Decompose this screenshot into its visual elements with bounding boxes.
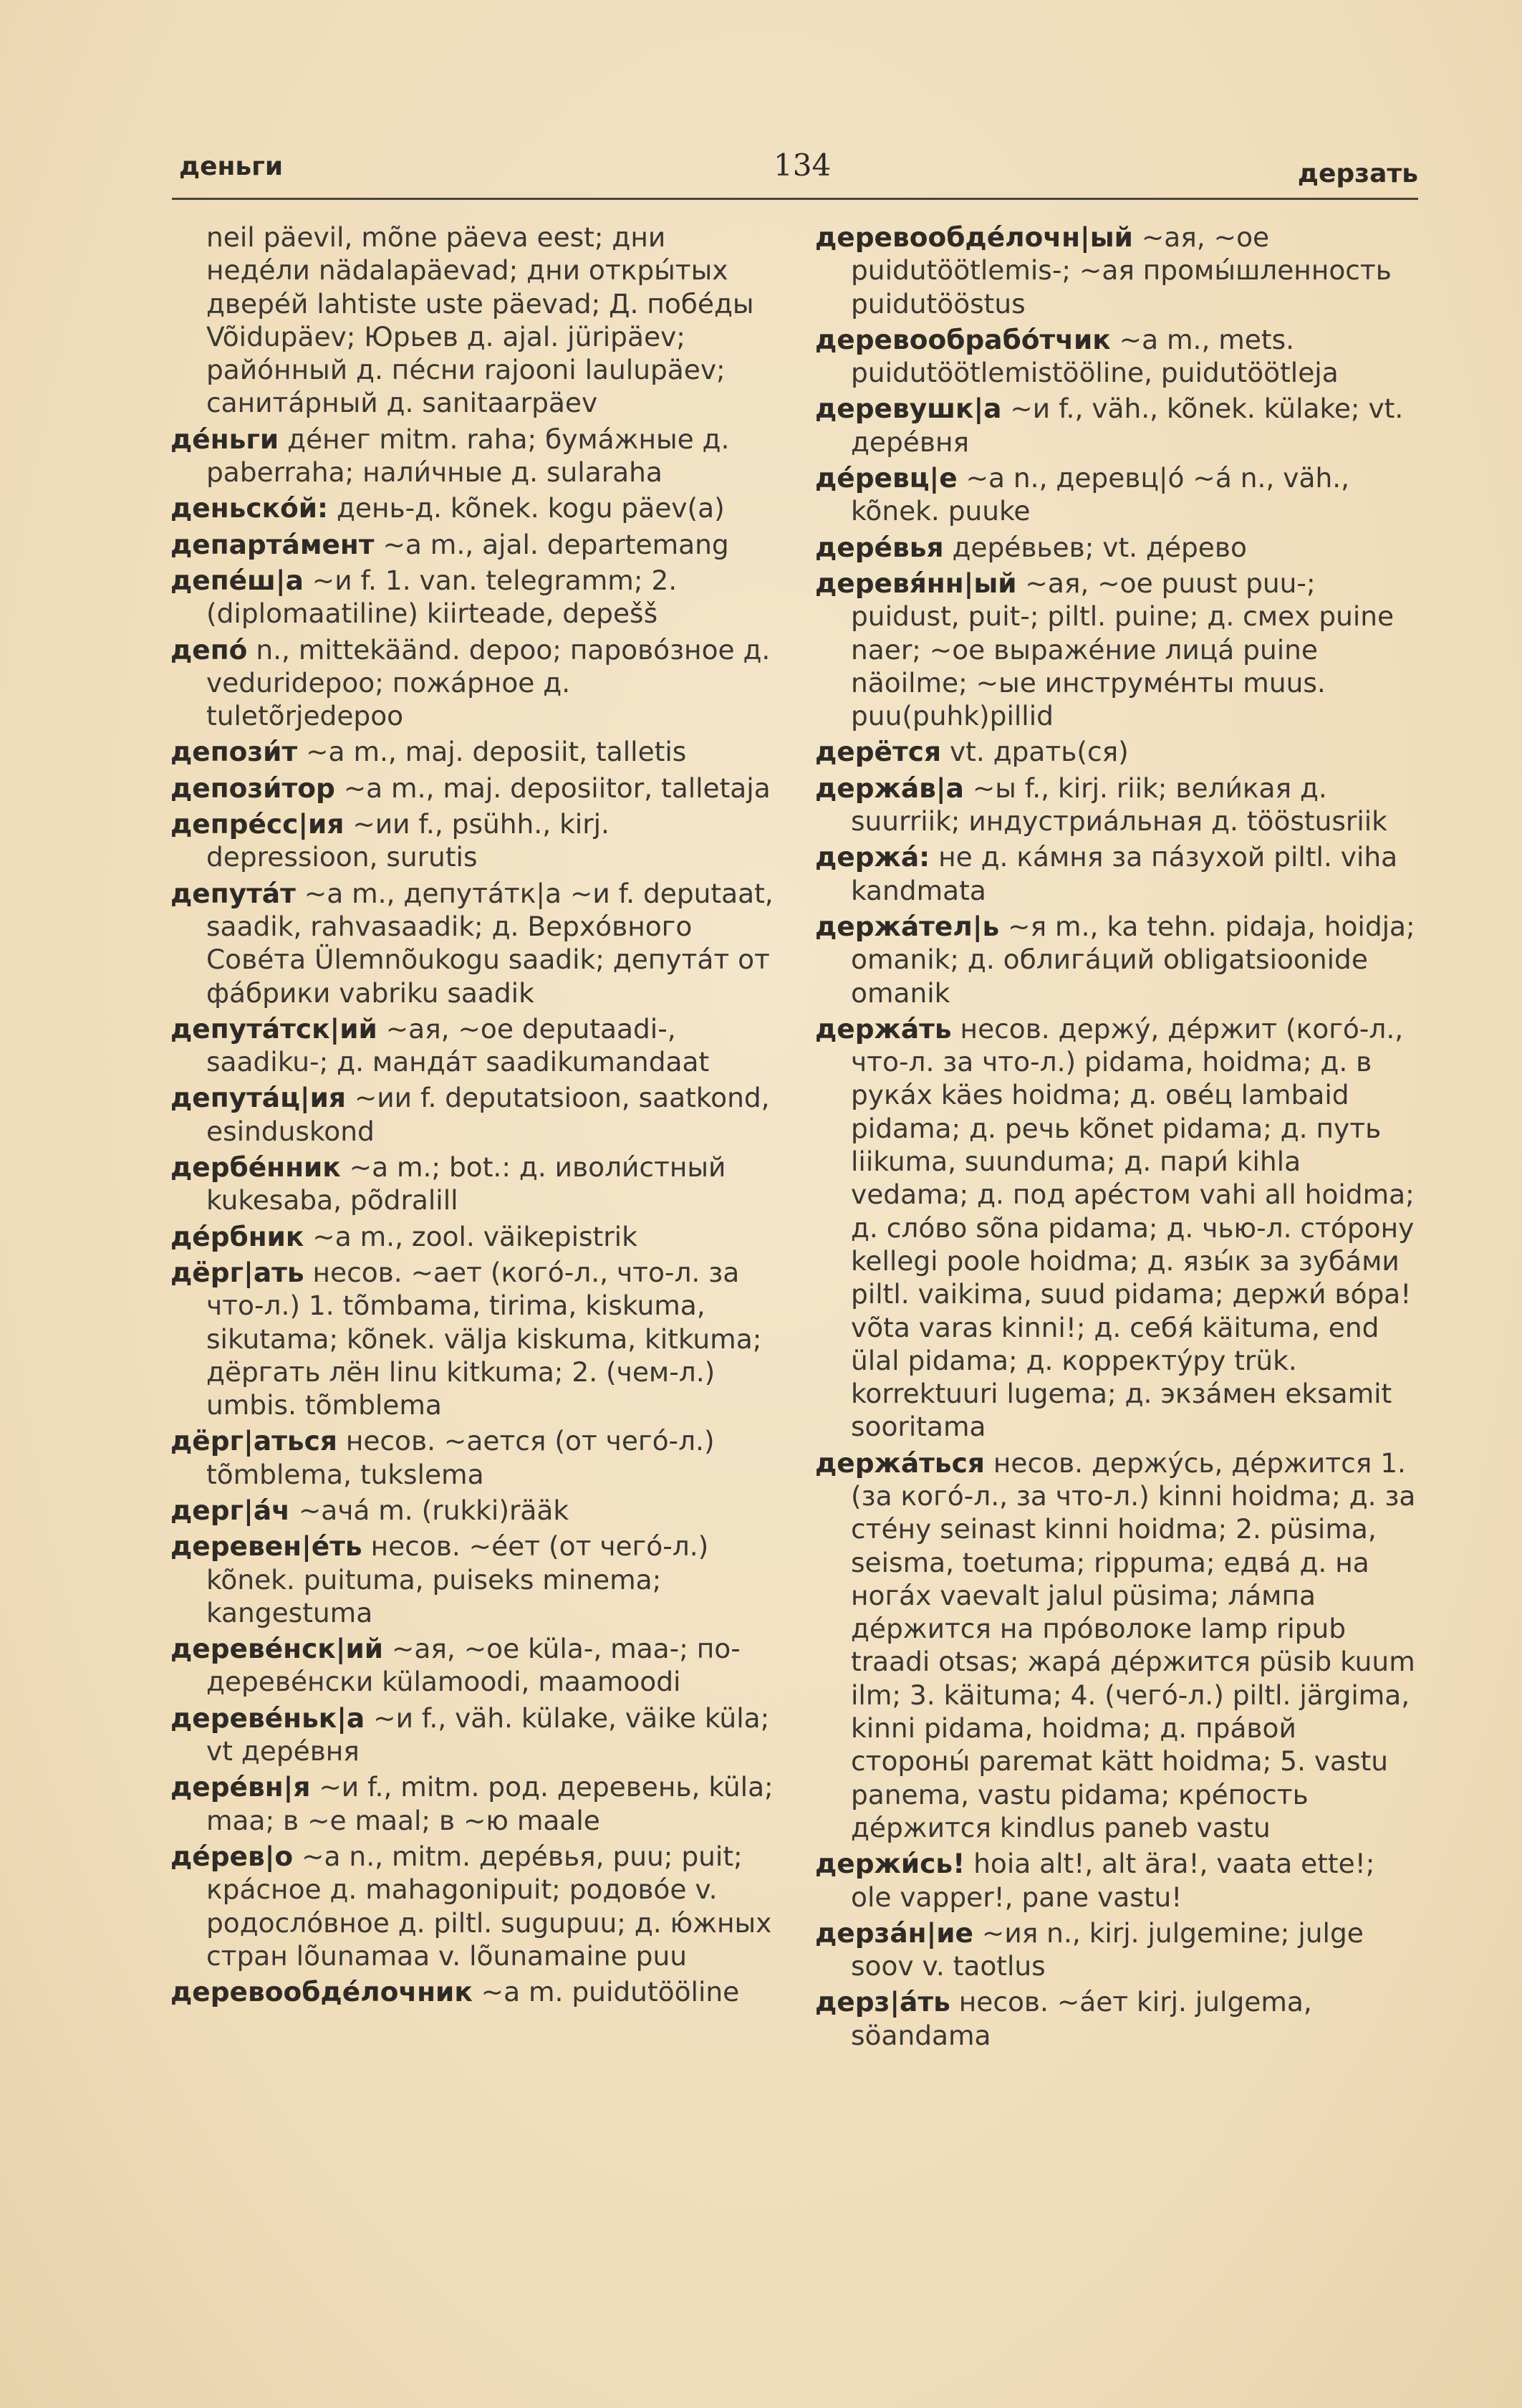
entry-headword: депо́ (170, 633, 248, 666)
entry-definition: ~ая, ~ое puidutöötlemis-; ~ая промы́шленность puidutööstus (851, 221, 1392, 320)
entry-headword: деревообрабо́тчик (815, 323, 1111, 355)
entry-headword: деревя́нн|ый (815, 567, 1017, 599)
entry-headword: дереве́нск|ий (170, 1633, 383, 1665)
entry-definition: несов. держу́сь, де́ржится 1. (за кого́-л., за что-л.) kinni hoidma; д. за сте́ну seinast kinni hoidma; 2. püsima, seisma, toetuma; rippuma; едва́ д. на нога́х vaevalt jalul püsima; ла́мпа де́ржится на про́волоке lamp ripub traadi otsas; жара́ де́ржится püsib kuum ilm; 3. käituma; 4. (чего́-л.) piltl. järgima, kinni pidama, hoidma; д. пра́вой стороны́ paremat kätt hoidma; 5. vastu panema, vastu pidama; кре́пость де́ржится kindlus paneb vastu (851, 1447, 1416, 1843)
entry-definition: несов. ~е́ет (от чего́-л.) kõnek. puituma, puiseks minema; kangestuma (206, 1530, 709, 1628)
entry-headword: дерётся (815, 736, 942, 768)
entry-headword: деньско́й: (170, 492, 329, 524)
entry-definition: ~ии f., psühh., kirj. depressioon, surutis (206, 808, 610, 873)
entry-headword: деревен|е́ть (170, 1530, 362, 1563)
dictionary-entry (815, 1847, 1420, 1914)
entry-headword: держа́ть (815, 1012, 952, 1045)
entry-headword: департа́мент (170, 528, 375, 560)
dictionary-entry (815, 1447, 1420, 1845)
header-rule (172, 198, 1418, 200)
entry-definition: не д. ка́мня за па́зухой piltl. viha kandmata (851, 841, 1398, 906)
entry-definition: несов. ~а́ет kirj. julgema, söandama (851, 1986, 1312, 2051)
dictionary-entry (170, 1220, 776, 1253)
page-header (172, 143, 1418, 201)
dictionary-entry (815, 1917, 1420, 1983)
dictionary-entry (815, 531, 1420, 564)
entry-headword: дерза́н|ие (815, 1917, 973, 1949)
entry-headword: де́рбник (170, 1220, 304, 1252)
dictionary-entry (815, 735, 1420, 768)
entry-definition: ~ача́ m. (rukki)rääk (289, 1494, 569, 1526)
entry-headword: дерг|а́ч (170, 1494, 290, 1526)
dictionary-entry (170, 772, 776, 805)
entry-headword: деревообде́лочник (170, 1976, 473, 2008)
entry-definition: дере́вьев; vt. де́рево (943, 531, 1247, 563)
left-column (170, 221, 776, 2011)
entry-headword: держа́тел|ь (815, 910, 1000, 942)
entry-definition: ~а m., mets. puidutöötlemistööline, puidutöötleja (851, 323, 1339, 389)
entry-definition: ~а m., zool. väikepistrik (304, 1220, 637, 1252)
entry-definition: ~а n., mitm. дере́вья, puu; puit; кра́сное д. mahagonipuit; родово́е v. родосло́вное д. piltl. sugupuu; д. ю́жных стран lõunamaa v. lõunamaine puu (206, 1840, 772, 1972)
entry-definition: ~и f. 1. van. telegramm; 2. (diplomaatiline) kiirteade, depešš (206, 564, 678, 630)
entry-definition: ~а n., деревц|о́ ~а́ n., väh., kõnek. puuke (851, 462, 1350, 527)
dictionary-entry (170, 221, 776, 420)
dictionary-entry (170, 1256, 776, 1421)
entry-definition: ~а m., депута́тк|а ~и f. deputaat, saadik, rahvasaadik; д. Верхо́вного Сове́та Ülemnõukogu saadik; депута́т от фа́брики vabriku saadik (206, 877, 774, 1009)
entry-definition: ~ая, ~ое puust puu-; puidust, puit-; piltl. puine; д. смех puine naer; ~ое выраже́ние лица́ puine näoilme; ~ые инструме́нты muus. puu(puhk)pillid (851, 567, 1395, 732)
entry-definition: ~ая, ~ое deputaadi-, saadiku-; д. манда́т saadikumandaat (206, 1012, 710, 1078)
entry-headword: деревушк|а (815, 393, 1002, 425)
dictionary-entry (170, 1081, 776, 1148)
entry-headword: деревообде́лочн|ый (815, 221, 1133, 253)
entry-headword: дере́вн|я (170, 1771, 311, 1803)
dictionary-entry (170, 1702, 776, 1768)
entry-definition: hoia alt!, alt ära!, vaata ette!; ole vapper!, pane vastu! (851, 1848, 1375, 1913)
dictionary-entry (170, 528, 776, 561)
dictionary-entry (170, 1424, 776, 1491)
entry-headword: держа́в|а (815, 772, 964, 804)
entry-definition: несов. ~ает (кого́-л., что-л. за что-л.) 1. tõmbama, tirima, kiskuma, sikutama; kõnek. välja kiskuma, kitkuma; дёргать лён linu kitkuma; 2. (чем-л.) umbis. tõmblema (206, 1256, 762, 1421)
entry-headword: депута́т (170, 877, 296, 909)
dictionary-entry (815, 1012, 1420, 1444)
dictionary-entry (170, 877, 776, 1009)
entry-definition: ~ии f. deputatsioon, saatkond, esinduskond (206, 1082, 770, 1147)
dictionary-entry (170, 807, 776, 874)
dictionary-entry (170, 1840, 776, 1972)
entry-definition: ~ия n., kirj. julgemine; julge soov v. taotlus (851, 1917, 1364, 1982)
page-number: 134 (774, 148, 832, 183)
entry-headword: де́рев|о (170, 1840, 294, 1872)
entry-headword: держа́: (815, 841, 930, 873)
entry-definition: ~а m., maj. deposiit, talletis (297, 736, 687, 768)
entry-headword: депози́т (170, 736, 298, 768)
header-left-guideword: деньги (179, 152, 284, 181)
entry-headword: де́ньги (170, 423, 279, 455)
dictionary-entry (815, 461, 1420, 528)
entry-headword: депре́сс|ия (170, 808, 345, 840)
dictionary-entry (815, 221, 1420, 320)
entry-headword: дербе́нник (170, 1151, 341, 1184)
dictionary-entry (170, 1494, 776, 1527)
header-right-guideword: дерзать (1297, 159, 1418, 188)
entry-definition: vt. драть(ся) (941, 736, 1129, 768)
dictionary-entry (815, 910, 1420, 1009)
entry-definition: де́нег mitm. raha; бума́жные д. paberraha; нали́чные д. sularaha (206, 423, 730, 489)
dictionary-entry (815, 567, 1420, 732)
dictionary-entry (170, 735, 776, 768)
entry-headword: депута́ц|ия (170, 1082, 346, 1114)
dictionary-entry (170, 633, 776, 733)
entry-definition: ~я m., ka tehn. pidaja, hoidja; omanik; д. облига́ций obligatsioonide omanik (851, 910, 1415, 1009)
dictionary-entry (815, 1985, 1420, 2052)
dictionary-entry (815, 392, 1420, 459)
entry-definition: ~а m. puidutööline (472, 1976, 740, 2008)
entry-definition: ~и f., väh., kõnek. külake; vt. дере́вня (851, 393, 1404, 458)
entry-definition: n., mittekäänd. depoo; парово́зное д. veduridepoo; пожа́рное д. tuletõrjedepoo (206, 633, 771, 732)
entry-definition: neil päevil, mõne päeva eest; дни неде́ли nädalapäevad; дни откры́тых двере́й lahtiste uste päevad; Д. побе́ды Võidupäev; Юрьев д. ajal. jüripäev; райо́нный д. пе́сни rajooni laulupäev; санита́рный д. sanitaarpäev (206, 221, 754, 419)
dictionary-entry (170, 1770, 776, 1837)
entry-definition: ~ы f., kirj. riik; вели́кая д. suurriik; индустриа́льная д. tööstusriik (851, 772, 1387, 838)
dictionary-entry (815, 772, 1420, 838)
entry-definition: ~а m.; bot.: д. иволи́стный kukesaba, põdralill (206, 1151, 726, 1217)
entry-headword: де́ревц|е (815, 462, 958, 494)
dictionary-entry (170, 423, 776, 489)
right-column (815, 221, 1420, 2055)
entry-headword: дерз|а́ть (815, 1986, 950, 2018)
entry-definition: ~и f., mitm. род. деревень, küla; maa; в ~е maal; в ~ю maale (206, 1771, 774, 1836)
dictionary-entry (170, 1632, 776, 1699)
entry-definition: ~а m., ajal. departemang (374, 528, 729, 560)
dictionary-entry (170, 1012, 776, 1079)
entry-headword: дереве́ньк|а (170, 1702, 365, 1734)
entry-definition: день-д. kõnek. kogu päev(a) (328, 492, 725, 524)
entry-headword: депута́тск|ий (170, 1012, 377, 1045)
entry-headword: держи́сь! (815, 1848, 965, 1880)
entry-headword: депози́тор (170, 772, 335, 804)
entry-headword: дёрг|ать (170, 1256, 304, 1288)
entry-definition: ~ая, ~ое küla-, maa-; по-дереве́нски külamoodi, maamoodi (206, 1633, 741, 1698)
entry-definition: ~а m., maj. deposiitor, talletaja (334, 772, 771, 804)
entry-definition: несов. держу́, де́ржит (кого́-л., что-л. за что-л.) pidama, hoidma; д. в рука́х käes hoidma; д. ове́ц lambaid pidama; д. речь kõnet pidama; д. путь liikuma, suunduma; д. пари́ kihla vedama; д. под аре́стом vahi all hoidma; д. сло́во sõna pidama; д. чью-л. сто́рону kellegi poole hoidma; д. язы́к за зуба́ми piltl. vaikima, suud pidama; держи́ во́ра! võta varas kinni!; д. себя́ käituma, end ülal pidama; д. корректу́ру trük. korrektuuri lugema; д. экза́мен eksamit sooritama (851, 1012, 1415, 1443)
dictionary-entry (170, 1530, 776, 1629)
entry-headword: депе́ш|а (170, 564, 304, 596)
dictionary-entry (815, 323, 1420, 390)
entry-headword: дере́вья (815, 531, 944, 563)
entry-headword: дёрг|аться (170, 1425, 337, 1457)
entry-headword: держа́ться (815, 1447, 985, 1479)
dictionary-entry (170, 491, 776, 524)
dictionary-entry (170, 564, 776, 630)
entry-definition: ~и f., väh. külake, väike küla; vt дере́вня (206, 1702, 770, 1767)
dictionary-entry (170, 1151, 776, 1217)
dictionary-entry (170, 1975, 776, 2008)
entry-definition: несов. ~ается (от чего́-л.) tõmblema, tukslema (206, 1425, 715, 1490)
dictionary-entry (815, 840, 1420, 907)
